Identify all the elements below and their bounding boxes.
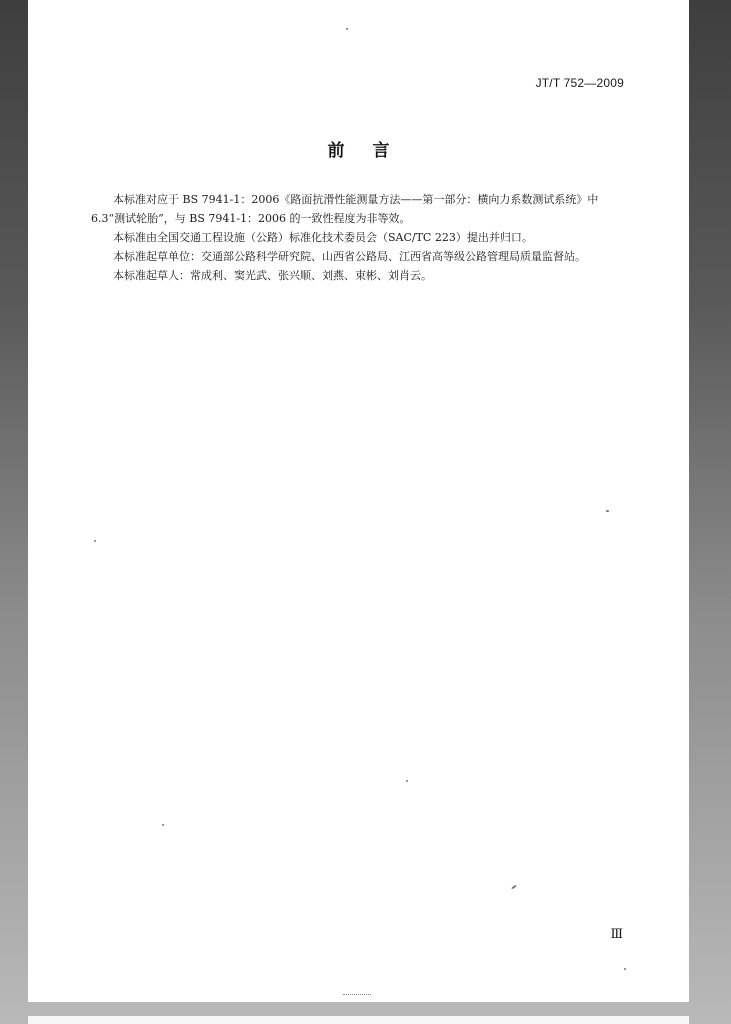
paragraph-drafting-units: 本标准起草单位：交通部公路科学研究院、山西省公路局、江西省高等级公路管理局质量监督站。 bbox=[113, 250, 586, 263]
page-title: 前言 bbox=[327, 141, 418, 161]
scan-speck bbox=[624, 968, 626, 970]
scan-speck bbox=[606, 510, 609, 512]
paragraph-correspondence-continued: 6.3“测试轮胎”，与 BS 7941-1：2006 的一致性程度为非等效。 bbox=[91, 212, 411, 225]
scan-speck bbox=[406, 780, 408, 782]
paragraph-drafters: 本标准起草人：常成利、窦光武、张兴顺、刘燕、束彬、刘肖云。 bbox=[113, 269, 432, 282]
scan-speck bbox=[94, 540, 96, 542]
scan-artifact bbox=[343, 994, 371, 999]
next-page-edge bbox=[28, 1016, 689, 1024]
page-number: Ⅲ bbox=[610, 927, 623, 942]
paragraph-correspondence: 本标准对应于 BS 7941-1：2006《路面抗滑性能测量方法——第一部分：横向力系数测试系统》中 bbox=[113, 193, 599, 206]
scan-speck bbox=[162, 824, 164, 826]
paragraph-proposer: 本标准由全国交通工程设施（公路）标准化技术委员会（SAC/TC 223）提出并归口。 bbox=[113, 231, 533, 244]
document-code: JT/T 752—2009 bbox=[535, 76, 624, 90]
foreword-body bbox=[91, 190, 631, 285]
scan-speck bbox=[511, 884, 517, 889]
document-page bbox=[28, 0, 689, 1002]
scan-speck bbox=[346, 28, 348, 30]
